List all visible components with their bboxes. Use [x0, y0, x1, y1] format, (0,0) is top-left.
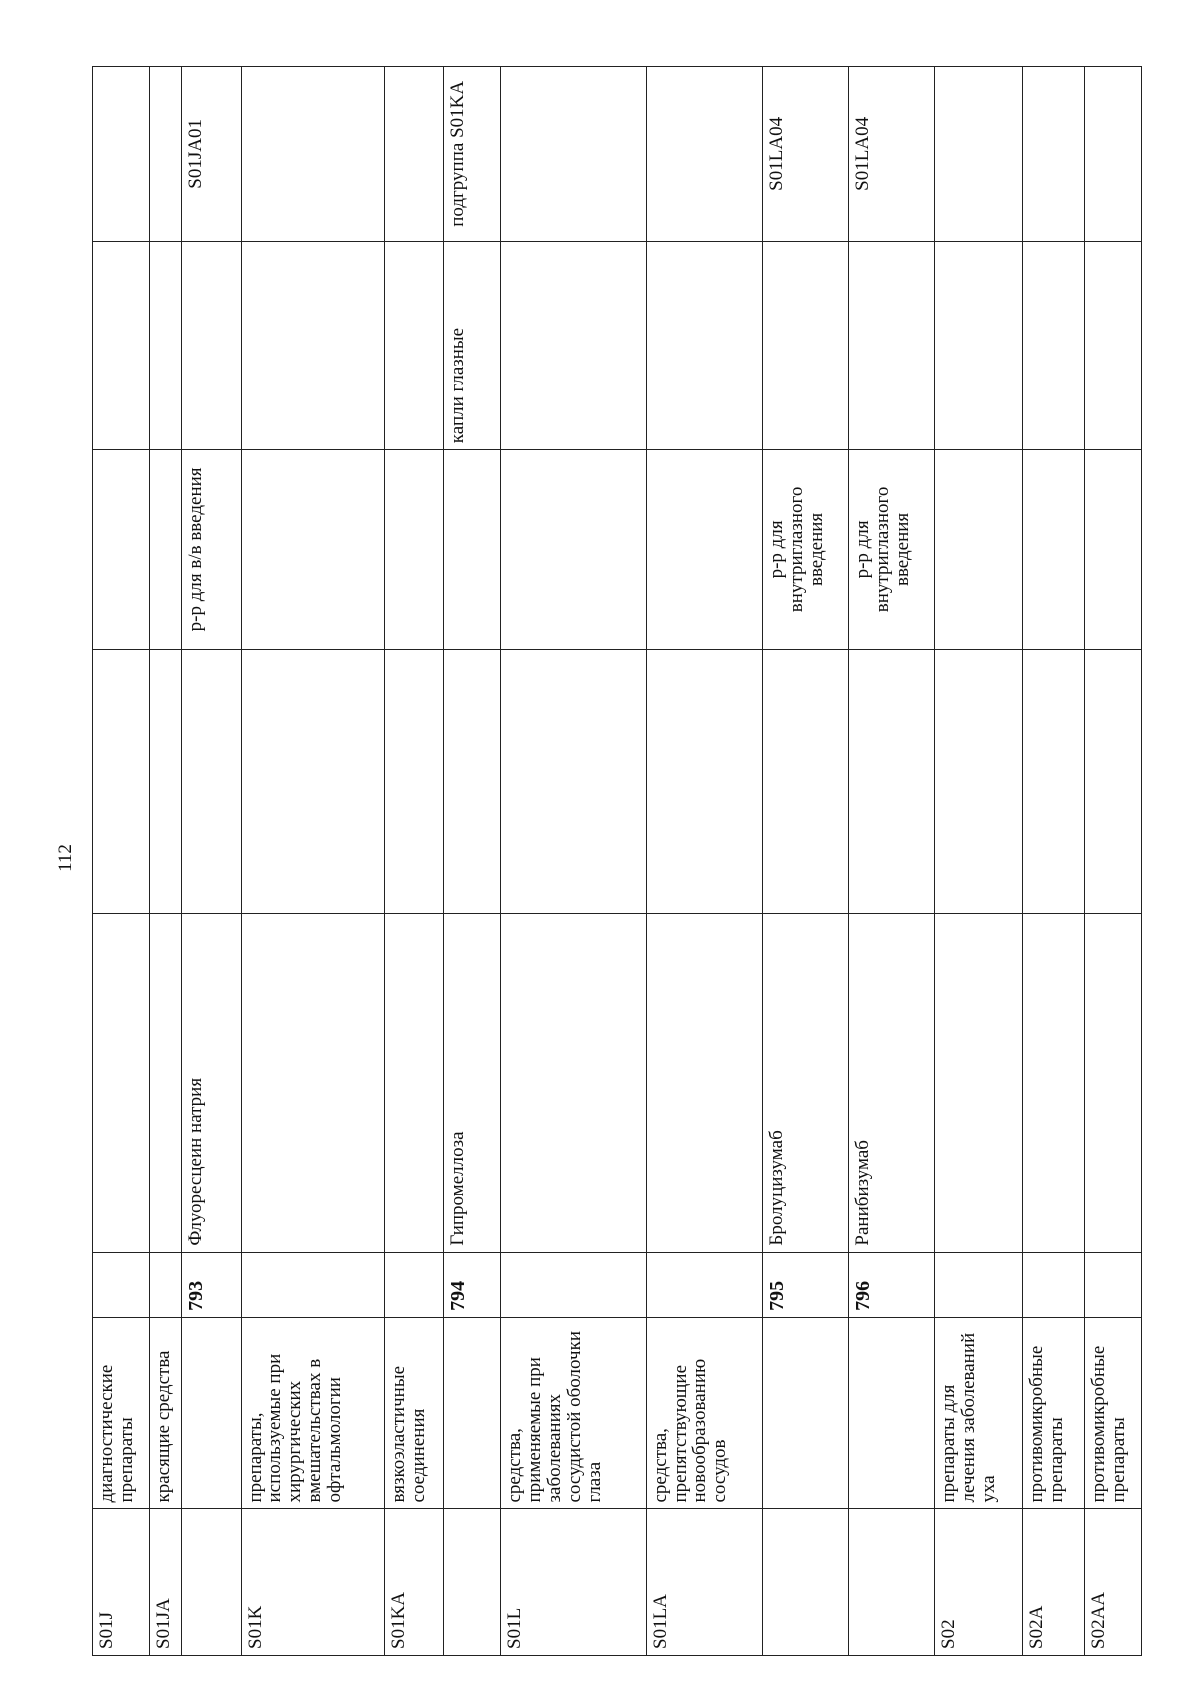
blank-cell — [1084, 649, 1141, 914]
drug-table-container — [92, 66, 1142, 1656]
group-name-cell: красящие средства — [150, 1317, 182, 1509]
item-number-cell: 795 — [763, 1252, 849, 1317]
blank-cell — [934, 649, 1022, 914]
drug-name-cell — [501, 914, 646, 1252]
blank-cell — [501, 649, 646, 914]
item-number-cell: 794 — [444, 1252, 501, 1317]
table-row — [1084, 67, 1141, 1656]
table-row — [444, 67, 501, 1656]
dosage-form-cell — [444, 450, 501, 649]
dosage-form-cell: р-р для внутриглазного введения — [849, 450, 935, 649]
group-name-cell: противомикробные препараты — [1023, 1317, 1085, 1509]
atx-code-cell — [182, 1509, 241, 1656]
dosage-form-alt-cell — [241, 241, 384, 449]
drug-name-cell — [1084, 914, 1141, 1252]
dosage-form-alt-cell: капли глазные — [444, 241, 501, 449]
item-number-cell — [150, 1252, 182, 1317]
group-name-cell: препараты для лечения заболеваний уха — [934, 1317, 1022, 1509]
blank-cell — [1023, 649, 1085, 914]
table-row — [763, 67, 849, 1656]
atx-reference-cell — [501, 67, 646, 242]
dosage-form-alt-cell — [646, 241, 763, 449]
item-number-cell — [1023, 1252, 1085, 1317]
atx-code-cell — [763, 1509, 849, 1656]
dosage-form-cell — [150, 450, 182, 649]
item-number-cell: 796 — [849, 1252, 935, 1317]
dosage-form-alt-cell — [93, 241, 150, 449]
drug-name-cell — [93, 914, 150, 1252]
group-name-cell: средства, препятствующие новообразованию сосудов — [646, 1317, 763, 1509]
blank-cell — [444, 649, 501, 914]
group-name-cell — [444, 1317, 501, 1509]
table-row — [1023, 67, 1085, 1656]
dosage-form-alt-cell — [1023, 241, 1085, 449]
atx-code-cell: S01JA — [150, 1509, 182, 1656]
table-row — [849, 67, 935, 1656]
dosage-form-alt-cell — [934, 241, 1022, 449]
atx-code-cell — [444, 1509, 501, 1656]
group-name-cell — [763, 1317, 849, 1509]
atx-reference-cell: S01JA01 — [182, 67, 241, 242]
group-name-cell: средства, применяемые при заболеваниях сосудистой оболочки глаза — [501, 1317, 646, 1509]
drug-name-cell — [384, 914, 443, 1252]
table-row — [241, 67, 384, 1656]
dosage-form-alt-cell — [1084, 241, 1141, 449]
dosage-form-cell: р-р для в/в введения — [182, 450, 241, 649]
atx-reference-cell — [384, 67, 443, 242]
atx-reference-cell — [93, 67, 150, 242]
table-row — [384, 67, 443, 1656]
table-row — [93, 67, 150, 1656]
atx-code-cell: S01LA — [646, 1509, 763, 1656]
drug-name-cell — [241, 914, 384, 1252]
dosage-form-alt-cell — [182, 241, 241, 449]
dosage-form-alt-cell — [849, 241, 935, 449]
atx-code-cell — [849, 1509, 935, 1656]
item-number-cell — [934, 1252, 1022, 1317]
dosage-form-alt-cell — [501, 241, 646, 449]
dosage-form-cell: р-р для внутриглазного введения — [763, 450, 849, 649]
item-number-cell — [501, 1252, 646, 1317]
table-row — [182, 67, 241, 1656]
drug-name-cell — [1023, 914, 1085, 1252]
atx-code-cell: S02 — [934, 1509, 1022, 1656]
dosage-form-alt-cell — [763, 241, 849, 449]
atx-reference-cell — [150, 67, 182, 242]
group-name-cell: вязкоэластичные соединения — [384, 1317, 443, 1509]
dosage-form-cell — [241, 450, 384, 649]
atx-reference-cell — [646, 67, 763, 242]
drug-name-cell — [150, 914, 182, 1252]
atx-reference-cell — [241, 67, 384, 242]
dosage-form-cell — [1084, 450, 1141, 649]
dosage-form-cell — [93, 450, 150, 649]
dosage-form-cell — [646, 450, 763, 649]
blank-cell — [241, 649, 384, 914]
item-number-cell — [93, 1252, 150, 1317]
drug-name-cell: Ранибизумаб — [849, 914, 935, 1252]
atx-code-cell: S01K — [241, 1509, 384, 1656]
atx-reference-cell: S01LA04 — [763, 67, 849, 242]
table-row — [150, 67, 182, 1656]
group-name-cell: диагностические препараты — [93, 1317, 150, 1509]
atx-code-cell: S02A — [1023, 1509, 1085, 1656]
table-row — [646, 67, 763, 1656]
item-number-cell — [384, 1252, 443, 1317]
blank-cell — [849, 649, 935, 914]
dosage-form-alt-cell — [150, 241, 182, 449]
item-number-cell — [1084, 1252, 1141, 1317]
drug-name-cell: Бролуцизумаб — [763, 914, 849, 1252]
drug-name-cell: Гипромеллоза — [444, 914, 501, 1252]
drug-name-cell: Флуоресцеин натрия — [182, 914, 241, 1252]
atx-reference-cell — [1084, 67, 1141, 242]
atx-code-cell: S02AA — [1084, 1509, 1141, 1656]
dosage-form-cell — [501, 450, 646, 649]
dosage-form-cell — [934, 450, 1022, 649]
atx-reference-cell: подгруппа S01KA — [444, 67, 501, 242]
drug-name-cell — [646, 914, 763, 1252]
blank-cell — [384, 649, 443, 914]
blank-cell — [150, 649, 182, 914]
group-name-cell: препараты, используемые при хирургических вмешательствах в офтальмологии — [241, 1317, 384, 1509]
drug-table — [92, 66, 1142, 1656]
item-number-cell: 793 — [182, 1252, 241, 1317]
atx-code-cell: S01J — [93, 1509, 150, 1656]
blank-cell — [93, 649, 150, 914]
atx-reference-cell: S01LA04 — [849, 67, 935, 242]
atx-reference-cell — [1023, 67, 1085, 242]
table-row — [501, 67, 646, 1656]
group-name-cell — [849, 1317, 935, 1509]
table-row — [934, 67, 1022, 1656]
blank-cell — [763, 649, 849, 914]
atx-code-cell: S01L — [501, 1509, 646, 1656]
blank-cell — [182, 649, 241, 914]
drug-name-cell — [934, 914, 1022, 1252]
dosage-form-cell — [1023, 450, 1085, 649]
atx-reference-cell — [934, 67, 1022, 242]
group-name-cell: противомикробные препараты — [1084, 1317, 1141, 1509]
group-name-cell — [182, 1317, 241, 1509]
dosage-form-alt-cell — [384, 241, 443, 449]
blank-cell — [646, 649, 763, 914]
item-number-cell — [646, 1252, 763, 1317]
atx-code-cell: S01KA — [384, 1509, 443, 1656]
item-number-cell — [241, 1252, 384, 1317]
dosage-form-cell — [384, 450, 443, 649]
page-number: 112 — [55, 844, 76, 872]
